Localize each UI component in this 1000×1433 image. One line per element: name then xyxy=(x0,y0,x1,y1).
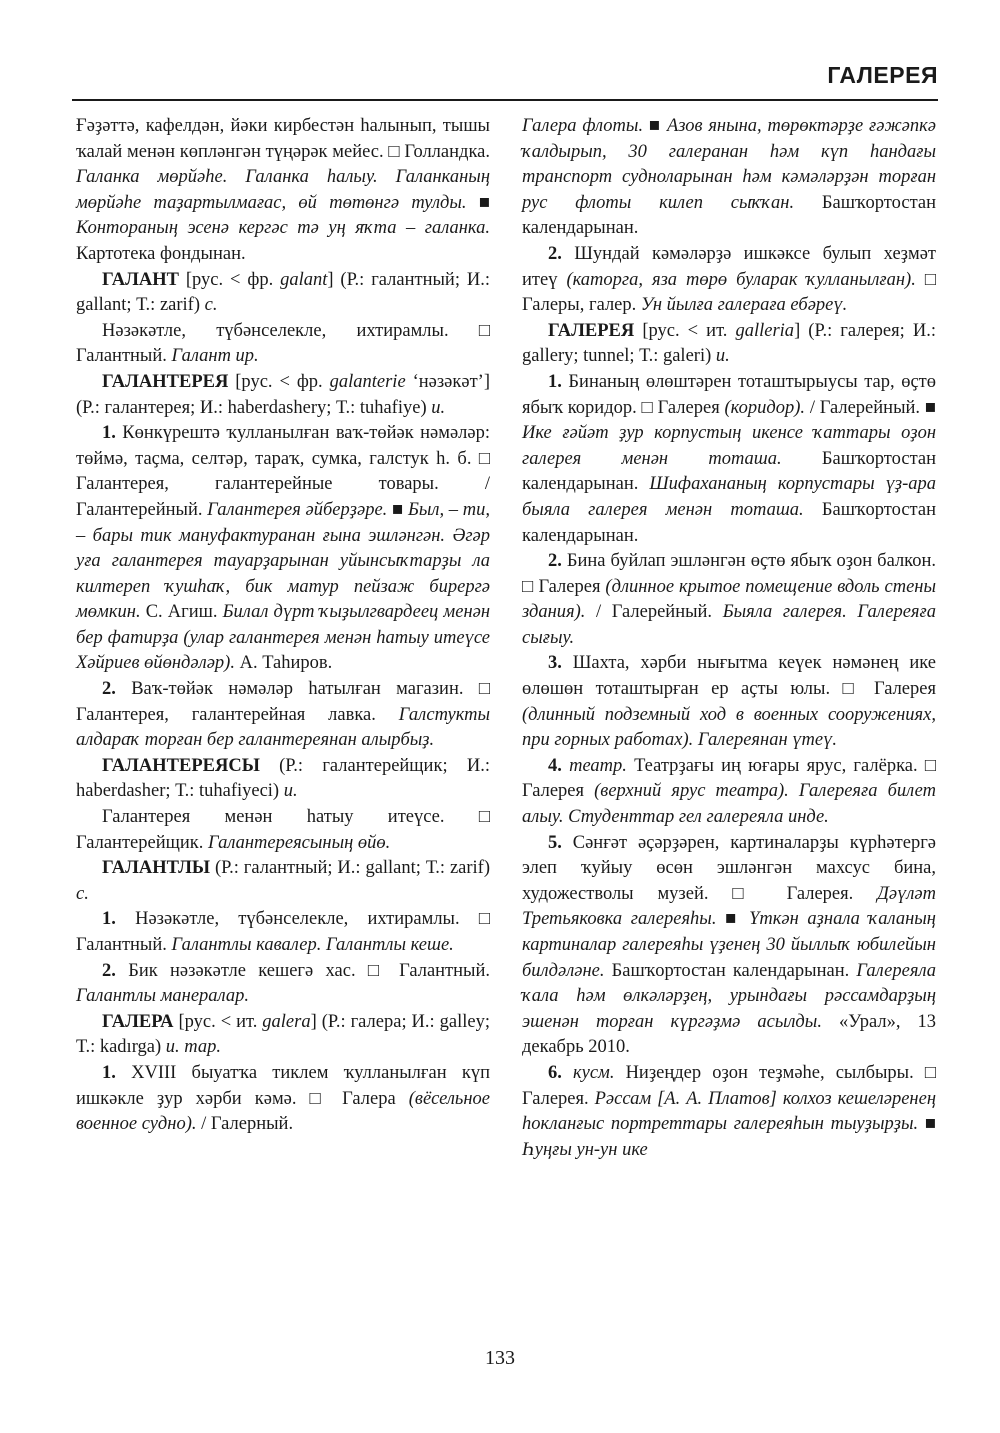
dictionary-paragraph xyxy=(522,114,936,242)
italic-text: Галантереясының өйө. xyxy=(208,832,391,853)
italic-text: Галантлы кавалер. Галантлы кеше. xyxy=(171,935,454,955)
headword: 5. xyxy=(548,832,562,853)
italic-text: Шифахананың корпустары үҙ-ара быяла галерея менән тоташа. xyxy=(522,474,936,520)
italic-text: (длинное крытое помещение вдоль стены здания). xyxy=(522,576,937,623)
headword: 1. xyxy=(102,909,116,930)
text-run: Башҡортостан календарынан. xyxy=(522,448,936,495)
text-run: (Р.: галантерейщик; И.: haberdasher; Т.: tuhafiyeci) xyxy=(76,755,490,802)
dictionary-paragraph xyxy=(76,1061,490,1138)
italic-text: galant xyxy=(280,269,328,290)
text-run: Нәзәкәтле, түбәнселекле, ихтирамлы. □ Галантный. xyxy=(76,320,490,367)
headword: 1. xyxy=(548,371,562,392)
italic-text: (коридор). xyxy=(724,397,806,418)
text-run: □ Галеры, галер. xyxy=(522,269,936,316)
text-run: / Галерейный. ■ xyxy=(805,397,936,418)
text-run: Көнкүрештә ҡулланылған ваҡ-төйәк нәмәләр: төймә, таҫма, селтәр, тараҡ, сумка, галстук һ. б. □ Галантерея, галантерейные товары. / Галантерейный. xyxy=(76,423,490,520)
text-run: ■ xyxy=(643,116,667,136)
text-run: Бина буйлап эшләнгән өҫтө ябыҡ оҙон балкон. □ Галерея xyxy=(522,551,936,597)
dictionary-paragraph xyxy=(76,856,490,907)
italic-text: Галант ир. xyxy=(171,346,259,367)
text-run: Нәзәкәтле, түбәнселекле, ихтирамлы. □ Галантный. xyxy=(76,909,490,955)
italic-text: кусм. xyxy=(572,1062,615,1083)
text-run: ■ xyxy=(918,1114,936,1135)
text-run: С. Агиш. xyxy=(140,602,223,623)
italic-text: (верхний ярус театра). Галереяға билет алыу. Студенттар гел галереяла инде. xyxy=(522,781,936,828)
dictionary-paragraph xyxy=(522,319,936,370)
right-column xyxy=(522,114,936,1163)
header-rule xyxy=(72,99,938,101)
italic-text: Дәүләт Третьяковка галереяһы. xyxy=(522,883,936,930)
italic-text: с. xyxy=(204,295,218,316)
dictionary-paragraph xyxy=(76,370,490,421)
italic-text: Рәссам [А. А. Платов] колхоз кешеләренең һокланғыс портреттары галереяһын тыуҙырҙы. xyxy=(522,1088,936,1135)
italic-text: Ун йылға галераға ебәреү. xyxy=(640,295,848,316)
italic-text: Контораның эсенә кергәс тә уң яҡта – галанка. xyxy=(76,218,490,239)
left-column xyxy=(76,114,490,1138)
text-run: XVIII быуатҡа тиклем ҡулланылған күп ишкәкле ҙур хәрби кәмә. □ Галера xyxy=(76,1062,490,1109)
text-run: Башҡортостан календарынан. xyxy=(522,499,936,546)
text-run: ■ xyxy=(387,499,408,520)
headword: ГАЛАНТЕРЕЯ xyxy=(102,371,229,392)
headword: ГАЛЕРА xyxy=(102,1011,174,1032)
text-run: Ваҡ-төйәк нәмәләр һатылған магазин. □ Галантерея, галантерейная лавка. xyxy=(76,679,490,725)
text-run: (Р.: галантный; И.: gallant; Т.: zarif) xyxy=(210,858,490,879)
running-head: ГАЛЕРЕЯ xyxy=(827,62,938,88)
text-run: Бинаның өлөштәрен тоташтырыусы тар, өҫтө ябыҡ коридор. □ Галерея xyxy=(522,371,936,418)
italic-text: galleria xyxy=(735,320,795,341)
italic-text: Галереяла ҡала һәм өлкәләрҙең, урындағы рәссамдарҙың эшенән торған күргәҙмә асылды. xyxy=(522,960,936,1032)
page-number: 133 xyxy=(485,1347,515,1369)
text-run: Шахта, хәрби нығытма кеүек нәмәнең ике өлөшөн тоташтырған ер аҫты юлы. □ Галерея xyxy=(522,653,936,700)
italic-text: Галантерея әйберҙәре. xyxy=(207,499,388,520)
italic-text: Галстукты алдараҡ торған бер галантереянан алырбыҙ. xyxy=(76,704,490,751)
italic-text: (каторга, яза төрө буларак ҡулланылған). xyxy=(566,269,916,290)
dictionary-paragraph xyxy=(522,370,936,549)
headword: ГАЛАНТЛЫ xyxy=(102,858,211,879)
text-run xyxy=(562,1063,573,1083)
text-run: Башҡортостан календарынан. xyxy=(522,192,936,239)
italic-text: Быяла галерея. Галереяға сығыу. xyxy=(522,602,936,648)
text-run: ■ xyxy=(466,192,490,213)
headword: 6. xyxy=(548,1062,562,1083)
text-run: Ғәҙәттә, кафелдән, йәки кирбестән һалынып, тышы ҡалай менән көпләнгән түңәрәк мейес. □ Голландка. xyxy=(76,116,490,162)
text-run: Бик нәзәкәтле кешегә хас. □ Галантный. xyxy=(115,960,490,981)
text-run: Сәнғәт әҫәрҙәрен, картиналарҙы күрһәтергә элеп ҡуйыу өсөн эшләнгән махсус бина, художестволы музей. □ Галерея. xyxy=(522,832,936,904)
italic-text: с. xyxy=(76,883,89,904)
italic-text: Билал дүрт ҡыҙылгвардеец менән бер фатирҙа (улар галантерея менән һатыу итеүсе Хәйриев өйөндәләр). xyxy=(76,602,491,674)
headword: ГАЛАНТ xyxy=(102,269,179,290)
italic-text: Ике ғәйәт ҙур корпустың икенсе ҡаттары оҙон галерея менән тоташа. xyxy=(522,423,936,469)
headword: 4. xyxy=(548,755,562,776)
text-run: [рус. < ит. xyxy=(173,1011,263,1032)
italic-text: и. xyxy=(715,346,730,367)
text-run: А. Таһиров. xyxy=(234,653,333,674)
italic-text: Галантлы манералар. xyxy=(76,986,249,1007)
dictionary-paragraph xyxy=(76,754,490,805)
italic-text: Азов янына, төрөктәрҙе ғәжәпкә ҡалдырып, 30 галеранан һәм күп һандағы транспорт судноларынан һәм кәмәләрҙән торған рус флоты килеп сыҡҡан. xyxy=(522,116,936,213)
text-run: / Галерный. xyxy=(196,1114,294,1135)
text-run: / Галерейный. xyxy=(585,602,723,623)
italic-text: galanterie xyxy=(329,371,406,392)
text-run: [рус. < фр. xyxy=(228,371,330,392)
italic-text: Үткән аҙнала ҡаланың картиналар галереяһы үҙенең 30 йыллыҡ юбилейын билдәләне. xyxy=(522,909,936,981)
dictionary-paragraph xyxy=(76,421,490,677)
dictionary-paragraph xyxy=(522,1061,936,1163)
italic-text: Галера флоты. xyxy=(522,116,644,136)
text-run: ] (Р.: галантный; И.: gallant; Т.: zarif) xyxy=(76,269,490,316)
headword: 2. xyxy=(102,960,116,981)
text-run: Картотека фондынан. xyxy=(76,243,246,264)
italic-text: и. xyxy=(431,397,446,418)
headword: 1. xyxy=(102,1062,116,1083)
dictionary-paragraph xyxy=(76,268,490,319)
italic-text: Һуңғы ун-ун ике xyxy=(522,1139,648,1160)
dictionary-paragraph xyxy=(76,1010,490,1061)
headword: 1. xyxy=(102,423,116,444)
headword: 3. xyxy=(548,653,562,674)
text-run: Шундай кәмәләрҙә ишкәксе булып хеҙмәт итеү xyxy=(522,243,936,290)
text-run: ■ xyxy=(716,909,750,930)
headword: 2. xyxy=(102,679,116,700)
text-run: [рус. < фр. xyxy=(179,269,281,290)
dictionary-paragraph xyxy=(76,114,490,268)
text-run: Башҡортостан календарынан. xyxy=(604,960,857,981)
headword: 2. xyxy=(548,243,562,264)
text-run: [рус. < ит. xyxy=(634,320,736,341)
text-run: Ниҙеңдер оҙон теҙмәһе, сылбыры. □ Галерея. xyxy=(522,1062,936,1109)
dictionary-paragraph xyxy=(522,242,936,319)
dictionary-paragraph xyxy=(76,805,490,856)
text-run: ‘нәзәкәт’] (Р.: галантерея; И.: haberdashery; Т.: tuhafiye) xyxy=(76,371,490,418)
dictionary-paragraph xyxy=(522,831,936,1061)
text-run: Театрҙағы иң юғары ярус, галёрка. □ Галерея xyxy=(522,755,937,802)
italic-text: Галанка мөрйәһе. Галанка һалыу. Галанканың мөрйәһе таҙартылмағас, өй төтөнгә тулды. xyxy=(76,167,490,213)
italic-text: (вёсельное военное судно). xyxy=(76,1088,490,1135)
dictionary-paragraph xyxy=(522,754,936,831)
italic-text: (длинный подземный ход в военных сооружениях, при горных работах). Галереянан үтеү. xyxy=(522,704,936,751)
dictionary-paragraph xyxy=(76,907,490,958)
dictionary-paragraph xyxy=(522,651,936,753)
dictionary-paragraph xyxy=(522,549,936,651)
dictionary-paragraph xyxy=(76,319,490,370)
italic-text: и. тар. xyxy=(165,1037,221,1058)
italic-text: и. xyxy=(283,781,298,802)
text-run: «Урал», 13 декабрь 2010. xyxy=(522,1011,937,1058)
text-run: ] (Р.: галера; И.: galley; Т.: kadırga) xyxy=(76,1011,490,1058)
italic-text: galera xyxy=(262,1011,311,1032)
dictionary-paragraph xyxy=(76,959,490,1010)
headword: ГАЛАНТЕРЕЯСЫ xyxy=(102,755,260,776)
dictionary-paragraph xyxy=(76,677,490,754)
text-run xyxy=(562,756,569,776)
text-run: ] (Р.: галерея; И.: gallery; tunnel; Т.: galeri) xyxy=(522,320,936,367)
text-run: Галантерея менән һатыу итеүсе. □ Галантерейщик. xyxy=(76,807,490,853)
headword: 2. xyxy=(548,551,562,572)
italic-text: Был, – ти, – бары тик мануфактуранан ғына эшләнгән. Әгәр уға галантерея тауарҙарынан уйынсыҡтарҙы ла килтереп ҡушһаҡ, бик матур пейзаж бирергә мөмкин. xyxy=(76,499,490,623)
headword: ГАЛЕРЕЯ xyxy=(548,320,635,341)
italic-text: театр. xyxy=(569,755,627,776)
